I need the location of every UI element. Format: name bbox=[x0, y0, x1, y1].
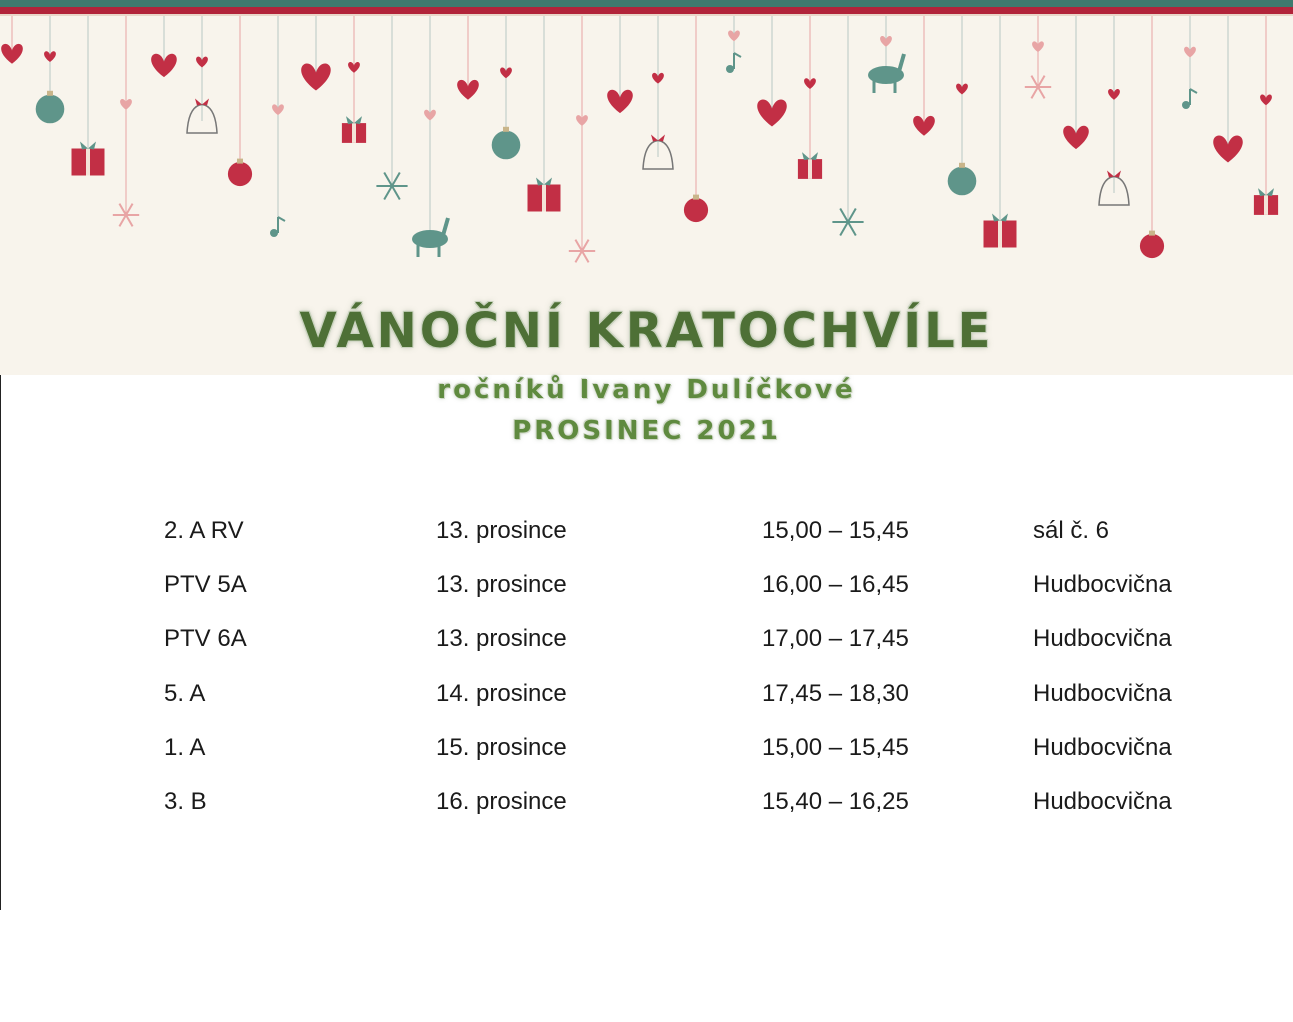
schedule-time: 15,00 – 15,45 bbox=[762, 734, 909, 761]
schedule-place: Hudbocvična bbox=[1033, 734, 1172, 761]
schedule-place: Hudbocvična bbox=[1033, 680, 1172, 707]
schedule-date: 13. prosince bbox=[436, 625, 567, 652]
schedule-group: PTV 5A bbox=[164, 571, 247, 598]
schedule-place: Hudbocvična bbox=[1033, 788, 1172, 815]
schedule-place: Hudbocvična bbox=[1033, 625, 1172, 652]
schedule-group: PTV 6A bbox=[164, 625, 247, 652]
schedule-row bbox=[0, 517, 1293, 557]
schedule-date: 13. prosince bbox=[436, 517, 567, 544]
schedule-row bbox=[0, 788, 1293, 828]
schedule-date: 14. prosince bbox=[436, 680, 567, 707]
schedule-group: 2. A RV bbox=[164, 517, 244, 544]
schedule-time: 15,40 – 16,25 bbox=[762, 788, 909, 815]
schedule-date: 13. prosince bbox=[436, 571, 567, 598]
schedule-time: 15,00 – 15,45 bbox=[762, 517, 909, 544]
page-subtitle: ročníků Ivany Dulíčkové bbox=[437, 375, 856, 405]
page-date: PROSINEC 2021 bbox=[512, 416, 781, 446]
schedule-group: 1. A bbox=[164, 734, 206, 761]
schedule-time: 17,00 – 17,45 bbox=[762, 625, 909, 652]
schedule-row bbox=[0, 571, 1293, 611]
schedule-time: 16,00 – 16,45 bbox=[762, 571, 909, 598]
schedule-time: 17,45 – 18,30 bbox=[762, 680, 909, 707]
schedule-row bbox=[0, 734, 1293, 774]
schedule-date: 16. prosince bbox=[436, 788, 567, 815]
schedule-group: 3. B bbox=[164, 788, 207, 815]
schedule-place: Hudbocvična bbox=[1033, 571, 1172, 598]
schedule-group: 5. A bbox=[164, 680, 206, 707]
schedule-row bbox=[0, 625, 1293, 665]
page-title: VÁNOČNÍ KRATOCHVÍLE bbox=[299, 303, 994, 359]
schedule-place: sál č. 6 bbox=[1033, 517, 1110, 544]
schedule-row bbox=[0, 680, 1293, 720]
hanging-ornaments-decoration bbox=[0, 0, 1293, 300]
schedule-date: 15. prosince bbox=[436, 734, 567, 761]
